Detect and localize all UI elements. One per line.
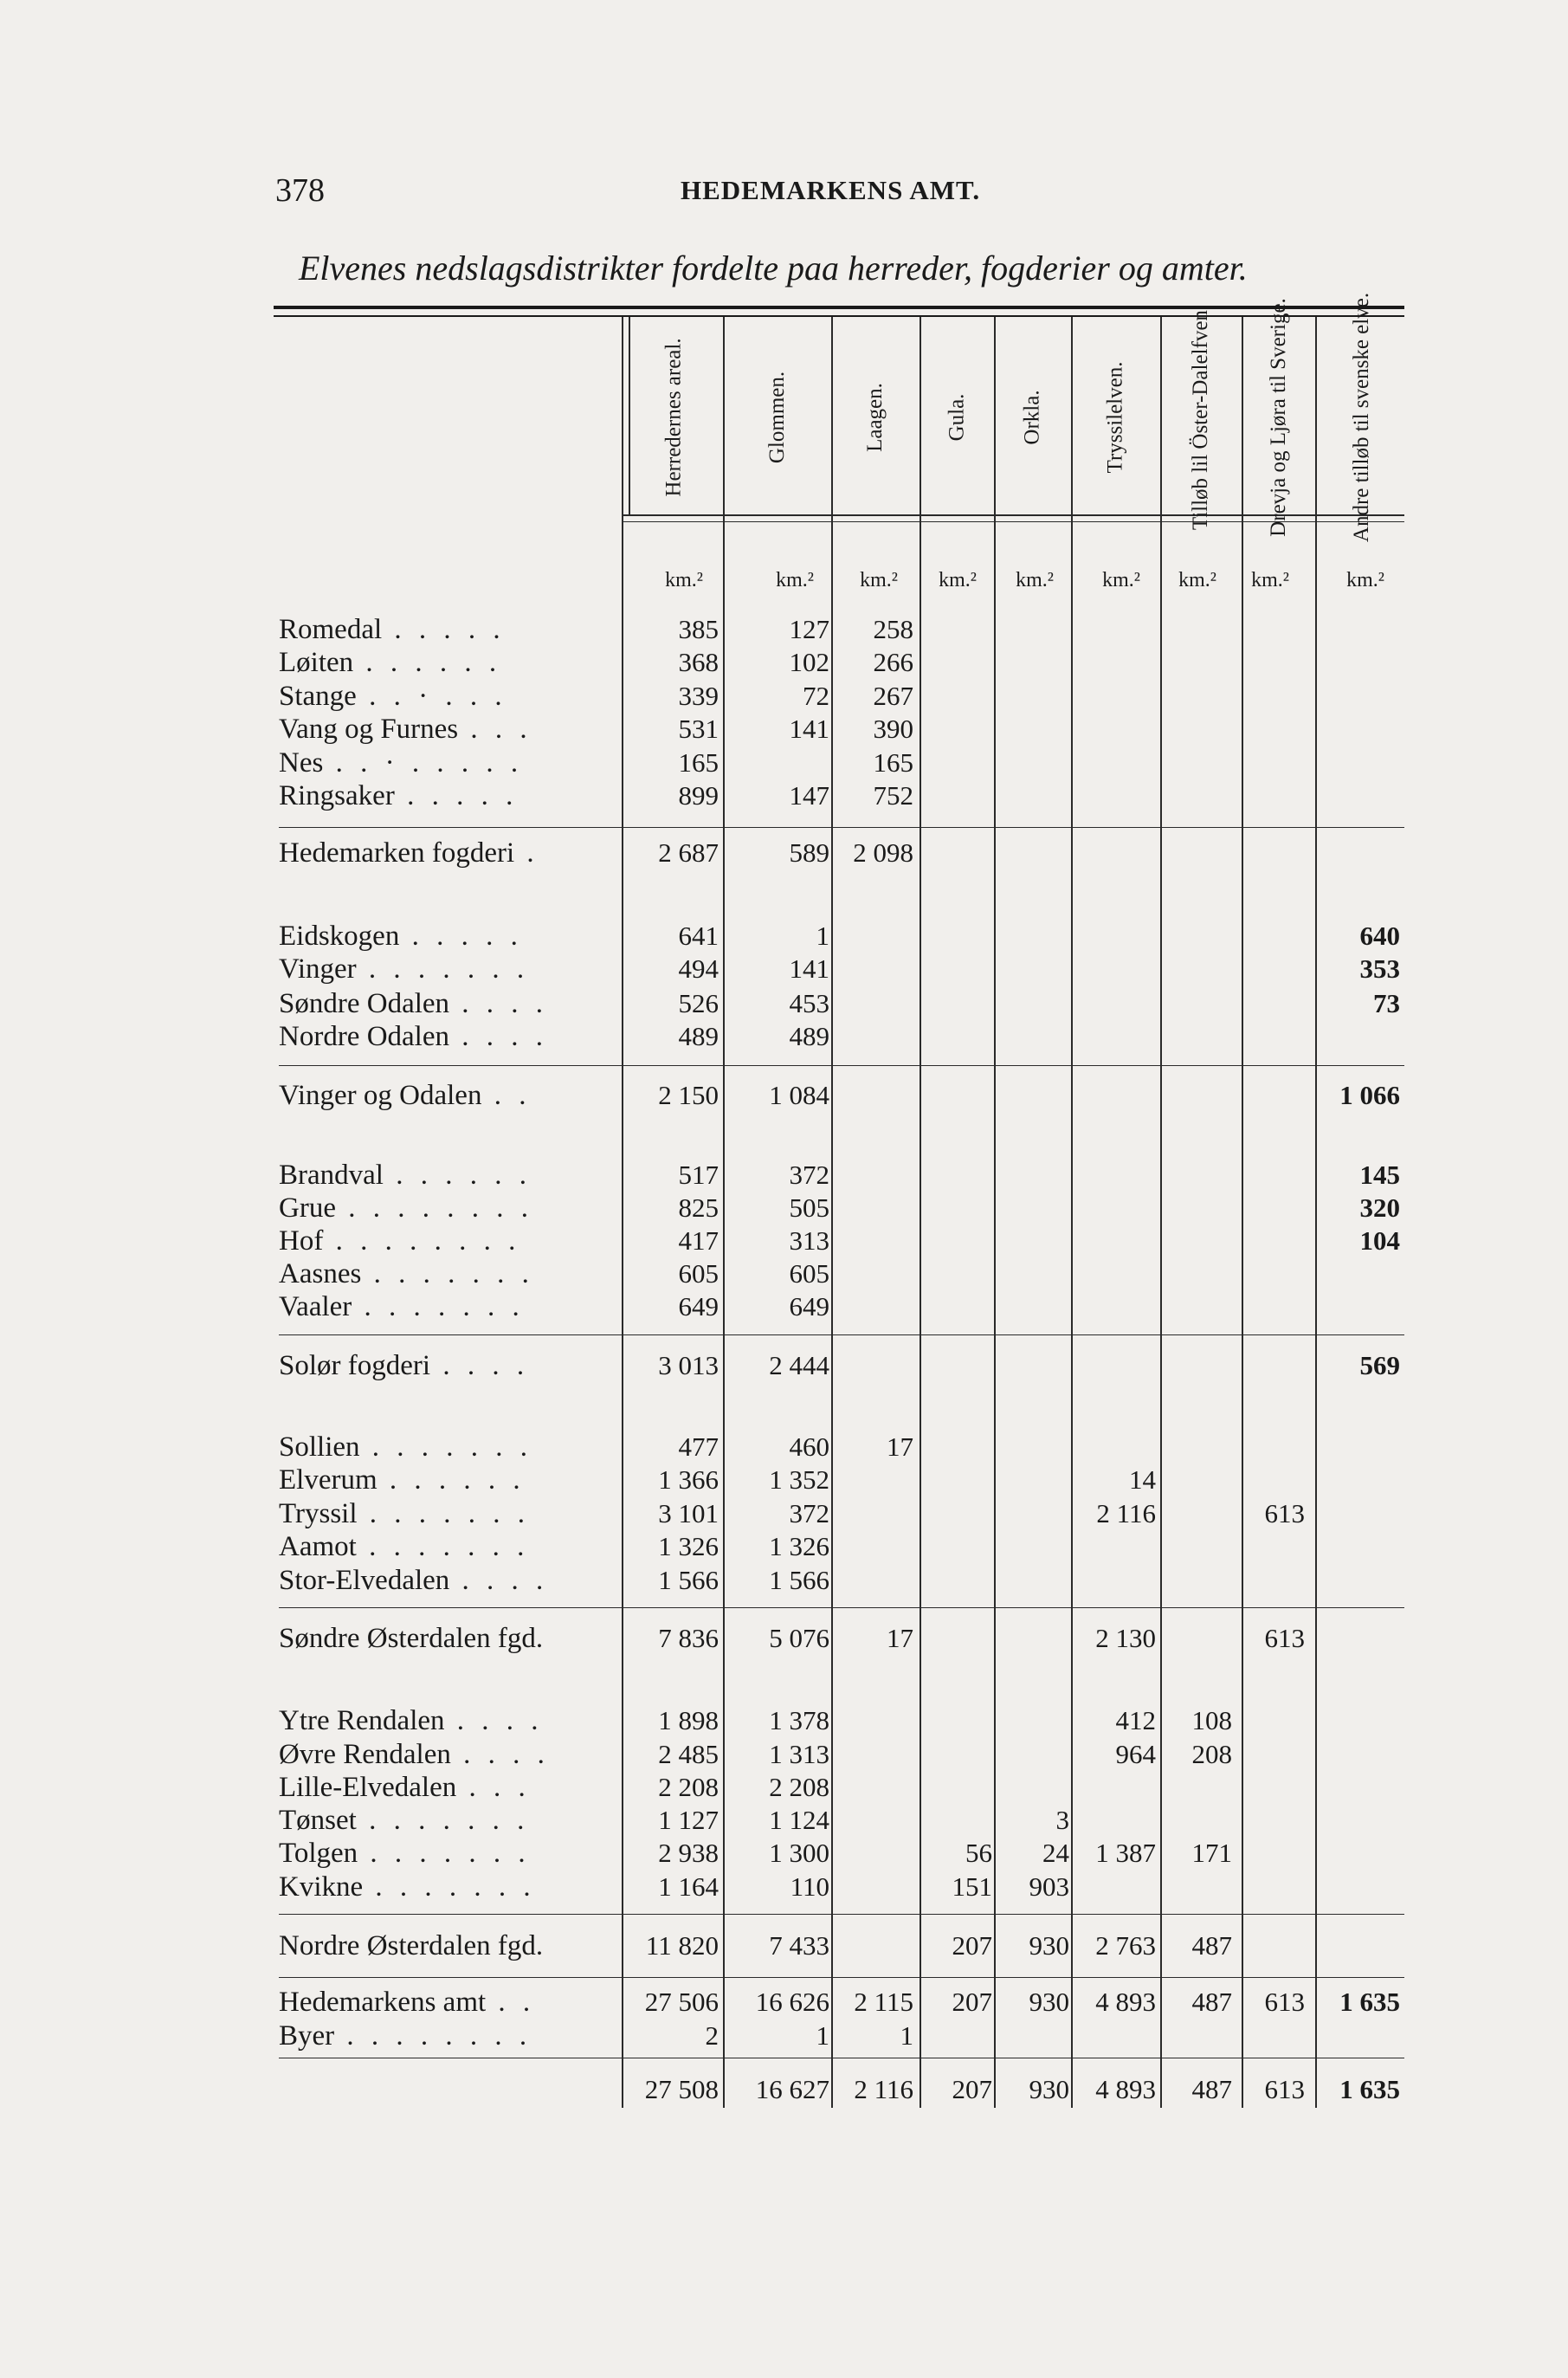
table-cell: 1 066 — [1339, 1080, 1400, 1110]
table-cell: 4 893 — [1095, 2074, 1156, 2104]
leader-dots: . . . . . . . . — [334, 2020, 532, 2052]
leader-dots: . . . . . . . — [352, 1291, 525, 1322]
table-cell: 752 — [873, 780, 913, 811]
leader-dots: . . . . . . . — [357, 1498, 531, 1529]
table-cell: 372 — [789, 1498, 829, 1528]
table-cell: 1 635 — [1339, 2074, 1400, 2104]
row-label — [279, 1431, 615, 1464]
table-row — [0, 1530, 1568, 1563]
table-row — [0, 837, 1568, 869]
table-cell: 1 313 — [769, 1739, 829, 1769]
table-row — [0, 2073, 1568, 2106]
subtotal-rule — [622, 1607, 1404, 1608]
table-cell: 3 101 — [658, 1498, 719, 1528]
row-label — [279, 1079, 615, 1112]
row-label-text: Stange — [279, 681, 357, 712]
unit-label: km.² — [776, 569, 814, 591]
table-cell: 453 — [789, 988, 829, 1018]
table-title: Elvenes nedslagsdistrikter fordelte paa herreder, fogderier og amter. — [299, 249, 1248, 288]
table-row — [0, 1704, 1568, 1737]
table-cell: 72 — [803, 681, 829, 711]
leader-dots: . . · . . . . . — [323, 747, 524, 779]
leader-dots: . . . . . — [394, 780, 519, 811]
table-cell: 825 — [678, 1192, 719, 1223]
row-label-text: Brandval — [279, 1160, 384, 1191]
top-rule-thin — [274, 315, 1404, 317]
table-cell: 372 — [789, 1160, 829, 1190]
table-row — [0, 1837, 1568, 1870]
row-label-text: Løiten — [279, 647, 354, 678]
table-row — [0, 779, 1568, 812]
table-cell: 641 — [678, 921, 719, 951]
row-label-text: Tolgen — [279, 1838, 358, 1869]
table-row — [0, 1804, 1568, 1837]
column-header-text: Tryssilelven. — [1103, 361, 1127, 474]
row-label — [279, 987, 615, 1020]
table-cell: 2 444 — [769, 1350, 829, 1380]
table-cell: 390 — [873, 714, 913, 744]
leader-dots: . . . . — [449, 1021, 549, 1052]
table-cell: 2 115 — [854, 1987, 913, 2017]
table-cell: 2 485 — [658, 1739, 719, 1769]
table-row — [0, 920, 1568, 953]
row-label — [279, 646, 615, 679]
table-row — [0, 1771, 1568, 1804]
unit-label: km.² — [1251, 569, 1289, 591]
table-cell: 1 — [900, 2020, 913, 2051]
column-header-text: Gula. — [944, 393, 968, 442]
row-label-text: Aasnes — [279, 1258, 362, 1289]
table-cell: 613 — [1264, 1623, 1305, 1653]
table-cell: 605 — [678, 1258, 719, 1289]
table-cell: 27 506 — [644, 1987, 719, 2017]
column-header-text: Tilløb lil Öster-Dalelfven. — [1189, 304, 1213, 531]
table-cell: 460 — [789, 1431, 829, 1462]
row-label-text: Byer — [279, 2020, 335, 2052]
table-cell: 487 — [1191, 1987, 1232, 2017]
column-header — [625, 322, 723, 513]
leader-dots: . . . . . . . — [358, 1838, 531, 1869]
table-row — [0, 1929, 1568, 1962]
table-cell: 1 898 — [658, 1705, 719, 1735]
table-row — [0, 1871, 1568, 1903]
table-cell: 1 566 — [769, 1565, 829, 1595]
table-cell: 110 — [790, 1871, 829, 1902]
column-header-text: Andre tilløb til svenske elve. — [1350, 292, 1374, 543]
row-label — [279, 1622, 615, 1655]
table-row — [0, 1020, 1568, 1053]
column-header — [1242, 298, 1315, 537]
table-cell: 73 — [1373, 988, 1400, 1018]
table-cell: 7 433 — [769, 1930, 829, 1961]
column-header — [1162, 304, 1240, 531]
leader-dots: . . . . . . . — [356, 953, 530, 985]
table-cell: 339 — [678, 681, 719, 711]
table-cell: 1 124 — [769, 1805, 829, 1835]
leader-dots: . . . . . — [382, 614, 506, 645]
table-cell: 930 — [1029, 2074, 1069, 2104]
table-row — [0, 646, 1568, 679]
row-label-text: Grue — [279, 1192, 336, 1224]
unit-label: km.² — [1346, 569, 1384, 591]
row-label — [279, 713, 615, 746]
column-header — [833, 322, 918, 513]
table-cell: 899 — [678, 780, 719, 811]
row-label — [279, 1837, 615, 1870]
table-row — [0, 1192, 1568, 1225]
table-cell: 207 — [952, 2074, 992, 2104]
unit-label: km.² — [939, 569, 977, 591]
table-cell: 1 352 — [769, 1464, 829, 1495]
table-row — [0, 1290, 1568, 1323]
table-cell: 613 — [1264, 2074, 1305, 2104]
table-cell: 903 — [1029, 1871, 1069, 1902]
row-label — [279, 1225, 615, 1257]
column-header-text: Orkla. — [1020, 390, 1044, 445]
table-cell: 104 — [1359, 1225, 1400, 1256]
subtotal-rule — [622, 1914, 1404, 1915]
table-cell: 1 635 — [1339, 1987, 1400, 2017]
row-label-text: Ringsaker — [279, 780, 395, 811]
row-label — [279, 2019, 615, 2052]
row-label — [279, 837, 615, 869]
table-cell: 613 — [1264, 1987, 1305, 2017]
table-cell: 258 — [873, 614, 913, 644]
row-label — [279, 953, 615, 985]
table-cell: 2 116 — [854, 2074, 913, 2104]
table-row — [0, 1738, 1568, 1771]
table-cell: 1 366 — [658, 1464, 719, 1495]
row-label — [279, 1349, 615, 1382]
table-cell: 14 — [1129, 1464, 1156, 1495]
table-row — [0, 987, 1568, 1020]
table-row — [0, 746, 1568, 779]
table-cell: 3 — [1055, 1805, 1069, 1835]
table-cell: 1 378 — [769, 1705, 829, 1735]
leader-dots: . . . . . . . . — [323, 1225, 521, 1257]
row-label — [279, 1871, 615, 1903]
row-label — [279, 779, 615, 812]
table-cell: 368 — [678, 647, 719, 677]
row-label — [279, 1159, 615, 1192]
table-row — [0, 1464, 1568, 1496]
leader-dots: . . . . — [430, 1350, 530, 1381]
row-label — [279, 1804, 615, 1837]
column-header — [996, 322, 1069, 513]
table-row — [0, 1497, 1568, 1530]
table-cell: 1 — [816, 2020, 829, 2051]
table-cell: 517 — [678, 1160, 719, 1190]
running-title: HEDEMARKENS AMT. — [681, 175, 981, 205]
row-label-text: Vinger — [279, 953, 357, 985]
table-cell: 171 — [1191, 1838, 1232, 1868]
row-label-text: Hedemarken fogderi — [279, 837, 515, 869]
subtotal-rule — [622, 1977, 1404, 1978]
row-label — [279, 1929, 615, 1962]
table-cell: 930 — [1029, 1930, 1069, 1961]
unit-label: km.² — [1102, 569, 1140, 591]
subtotal-rule — [279, 1977, 622, 1978]
leader-dots: . — [514, 837, 539, 869]
row-label — [279, 1257, 615, 1290]
row-label — [279, 2073, 615, 2106]
subtotal-rule — [279, 827, 622, 828]
table-cell: 1 300 — [769, 1838, 829, 1868]
leader-dots: . . . . — [450, 1739, 550, 1770]
table-cell: 16 626 — [755, 1987, 829, 2017]
table-cell: 208 — [1191, 1739, 1232, 1769]
table-row — [0, 1986, 1568, 2019]
leader-dots: . . . — [458, 714, 532, 745]
table-row — [0, 680, 1568, 713]
table-cell: 7 836 — [658, 1623, 719, 1653]
table-cell: 102 — [789, 647, 829, 677]
row-label-text: Nordre Østerdalen fgd. — [279, 1930, 544, 1961]
row-label-text: Ytre Rendalen — [279, 1705, 445, 1736]
row-label — [279, 1564, 615, 1597]
table-cell: 2 — [705, 2020, 719, 2051]
table-cell: 17 — [887, 1431, 913, 1462]
table-cell: 11 820 — [645, 1930, 719, 1961]
subtotal-rule — [279, 1607, 622, 1608]
row-label — [279, 1530, 615, 1563]
row-label — [279, 746, 615, 779]
table-cell: 16 627 — [755, 2074, 829, 2104]
table-cell: 930 — [1029, 1987, 1069, 2017]
unit-label: km.² — [1178, 569, 1216, 591]
table-cell: 489 — [789, 1021, 829, 1051]
table-cell: 605 — [789, 1258, 829, 1289]
table-cell: 267 — [873, 681, 913, 711]
table-cell: 2 208 — [769, 1772, 829, 1802]
row-label — [279, 1986, 615, 2019]
row-label-text: Sollien — [279, 1431, 360, 1463]
leader-dots: . . . . . . . — [361, 1258, 534, 1289]
row-label-text: Vaaler — [279, 1291, 352, 1322]
table-cell: 1 — [816, 921, 829, 951]
table-cell: 2 208 — [658, 1772, 719, 1802]
row-label-text: Øvre Rendalen — [279, 1739, 451, 1770]
table-cell: 4 893 — [1095, 1987, 1156, 2017]
row-label-text: Aamot — [279, 1531, 357, 1562]
table-cell: 145 — [1359, 1160, 1400, 1190]
table-row — [0, 2019, 1568, 2052]
table-cell: 964 — [1115, 1739, 1156, 1769]
table-cell: 320 — [1359, 1192, 1400, 1223]
column-header — [725, 322, 831, 513]
leader-dots: . . . . . . . . — [335, 1192, 533, 1224]
leader-dots: . . . . . . . — [356, 1531, 530, 1562]
row-label — [279, 1192, 615, 1225]
row-label — [279, 1771, 615, 1804]
table-cell: 385 — [678, 614, 719, 644]
table-row — [0, 1564, 1568, 1597]
leader-dots: . . . . . . . — [363, 1871, 536, 1903]
row-label — [279, 1464, 615, 1496]
table-cell: 151 — [952, 1871, 992, 1902]
leader-dots: . . · . . . — [356, 681, 507, 712]
table-cell: 412 — [1115, 1705, 1156, 1735]
row-label-text: Søndre Odalen — [279, 988, 450, 1019]
row-label-text: Tryssil — [279, 1498, 358, 1529]
table-row — [0, 1079, 1568, 1112]
row-label — [279, 1290, 615, 1323]
table-cell: 56 — [965, 1838, 992, 1868]
table-cell: 649 — [678, 1291, 719, 1321]
row-label-text: Tønset — [279, 1805, 357, 1836]
table-row — [0, 613, 1568, 646]
row-label-text: Eidskogen — [279, 921, 400, 952]
leader-dots: . . . . . . — [383, 1160, 532, 1191]
leader-dots: . . . . — [449, 988, 549, 1019]
row-label-text: Nes — [279, 747, 324, 779]
table-cell: 2 116 — [1096, 1498, 1156, 1528]
subtotal-rule — [622, 1334, 1404, 1335]
leader-dots: . . . . . . — [353, 647, 502, 678]
table-cell: 494 — [678, 953, 719, 984]
table-row — [0, 1159, 1568, 1192]
column-header-text: Drevja og Ljøra til Sverige. — [1266, 298, 1290, 537]
leader-dots: . . . — [456, 1772, 531, 1803]
row-label — [279, 920, 615, 953]
row-label-text: Vang og Furnes — [279, 714, 459, 745]
unit-label: km.² — [665, 569, 703, 591]
table-cell: 24 — [1042, 1838, 1069, 1868]
table-cell: 266 — [873, 647, 913, 677]
table-cell: 1 566 — [658, 1565, 719, 1595]
table-cell: 2 098 — [853, 837, 913, 868]
table-cell: 1 164 — [658, 1871, 719, 1902]
leader-dots: . . — [486, 1987, 536, 2018]
table-cell: 1 326 — [769, 1531, 829, 1561]
leader-dots: . . . . . — [399, 921, 523, 952]
table-cell: 165 — [678, 747, 719, 778]
column-header — [920, 322, 994, 513]
table-cell: 27 508 — [644, 2074, 719, 2104]
table-cell: 5 076 — [769, 1623, 829, 1653]
table-cell: 1 387 — [1095, 1838, 1156, 1868]
table-cell: 489 — [678, 1021, 719, 1051]
table-cell: 526 — [678, 988, 719, 1018]
table-cell: 1 084 — [769, 1080, 829, 1110]
table-cell: 313 — [789, 1225, 829, 1256]
table-cell: 505 — [789, 1192, 829, 1223]
table-cell: 1 127 — [658, 1805, 719, 1835]
leader-dots: . . . . . . . — [359, 1431, 533, 1463]
leader-dots: . . . . — [449, 1565, 549, 1596]
table-cell: 1 326 — [658, 1531, 719, 1561]
table-cell: 141 — [789, 714, 829, 744]
table-cell: 207 — [952, 1930, 992, 1961]
page-header — [275, 171, 1401, 215]
row-label-text: Nordre Odalen — [279, 1021, 450, 1052]
column-header-text: Herredernes areal. — [661, 338, 686, 497]
table-cell: 141 — [789, 953, 829, 984]
table-cell: 207 — [952, 1987, 992, 2017]
unit-label: km.² — [860, 569, 898, 591]
leader-dots: . . . . . . — [377, 1464, 526, 1496]
table-row — [0, 1431, 1568, 1464]
table-cell: 417 — [678, 1225, 719, 1256]
table-cell: 353 — [1359, 953, 1400, 984]
table-cell: 2 687 — [658, 837, 719, 868]
subtotal-rule — [279, 1914, 622, 1915]
table-row — [0, 1622, 1568, 1655]
table-cell: 487 — [1191, 2074, 1232, 2104]
leader-dots: . . . . . . . — [356, 1805, 530, 1836]
table-cell: 2 938 — [658, 1838, 719, 1868]
table-row — [0, 1257, 1568, 1290]
leader-dots: . . . . — [444, 1705, 544, 1736]
subtotal-rule — [622, 1065, 1404, 1066]
table-row — [0, 953, 1568, 985]
table-cell: 613 — [1264, 1498, 1305, 1528]
unit-label: km.² — [1016, 569, 1054, 591]
column-header — [1071, 322, 1160, 513]
row-label-text: Kvikne — [279, 1871, 364, 1903]
table-cell: 640 — [1359, 921, 1400, 951]
table-cell: 147 — [789, 780, 829, 811]
row-label — [279, 1497, 615, 1530]
column-header-text: Laagen. — [863, 383, 887, 452]
table-cell: 108 — [1191, 1705, 1232, 1735]
column-header-text: Glommen. — [765, 371, 790, 464]
row-label — [279, 613, 615, 646]
table-cell: 2 763 — [1095, 1930, 1156, 1961]
table-cell: 3 013 — [658, 1350, 719, 1380]
table-row — [0, 1349, 1568, 1382]
table-cell: 165 — [873, 747, 913, 778]
table-cell: 127 — [789, 614, 829, 644]
table-row — [0, 1225, 1568, 1257]
table-cell: 649 — [789, 1291, 829, 1321]
row-label-text: Hedemarkens amt — [279, 1987, 487, 2018]
table-cell: 477 — [678, 1431, 719, 1462]
table-cell: 487 — [1191, 1930, 1232, 1961]
row-label-text: Hof — [279, 1225, 324, 1257]
subtotal-rule — [622, 827, 1404, 828]
table-cell: 569 — [1359, 1350, 1400, 1380]
row-label-text: Elverum — [279, 1464, 377, 1496]
subtotal-rule — [279, 1065, 622, 1066]
table-cell: 17 — [887, 1623, 913, 1653]
row-label-text: Vinger og Odalen — [279, 1080, 482, 1111]
top-rule — [274, 306, 1404, 309]
row-label-text: Solør fogderi — [279, 1350, 431, 1381]
table-cell: 589 — [789, 837, 829, 868]
row-label — [279, 1738, 615, 1771]
subtotal-rule — [279, 1334, 622, 1335]
table-cell: 2 130 — [1095, 1623, 1156, 1653]
row-label — [279, 680, 615, 713]
page-number: 378 — [275, 172, 325, 209]
table-row — [0, 713, 1568, 746]
row-label-text: Romedal — [279, 614, 383, 645]
row-label-text: Lille-Elvedalen — [279, 1772, 457, 1803]
table-cell: 531 — [678, 714, 719, 744]
row-label-text: Søndre Østerdalen fgd. — [279, 1623, 544, 1654]
row-label — [279, 1704, 615, 1737]
leader-dots: . . — [481, 1080, 532, 1111]
row-label — [279, 1020, 615, 1053]
row-label-text: Stor-Elvedalen — [279, 1565, 450, 1596]
column-header — [1317, 292, 1407, 543]
table-cell: 2 150 — [658, 1080, 719, 1110]
